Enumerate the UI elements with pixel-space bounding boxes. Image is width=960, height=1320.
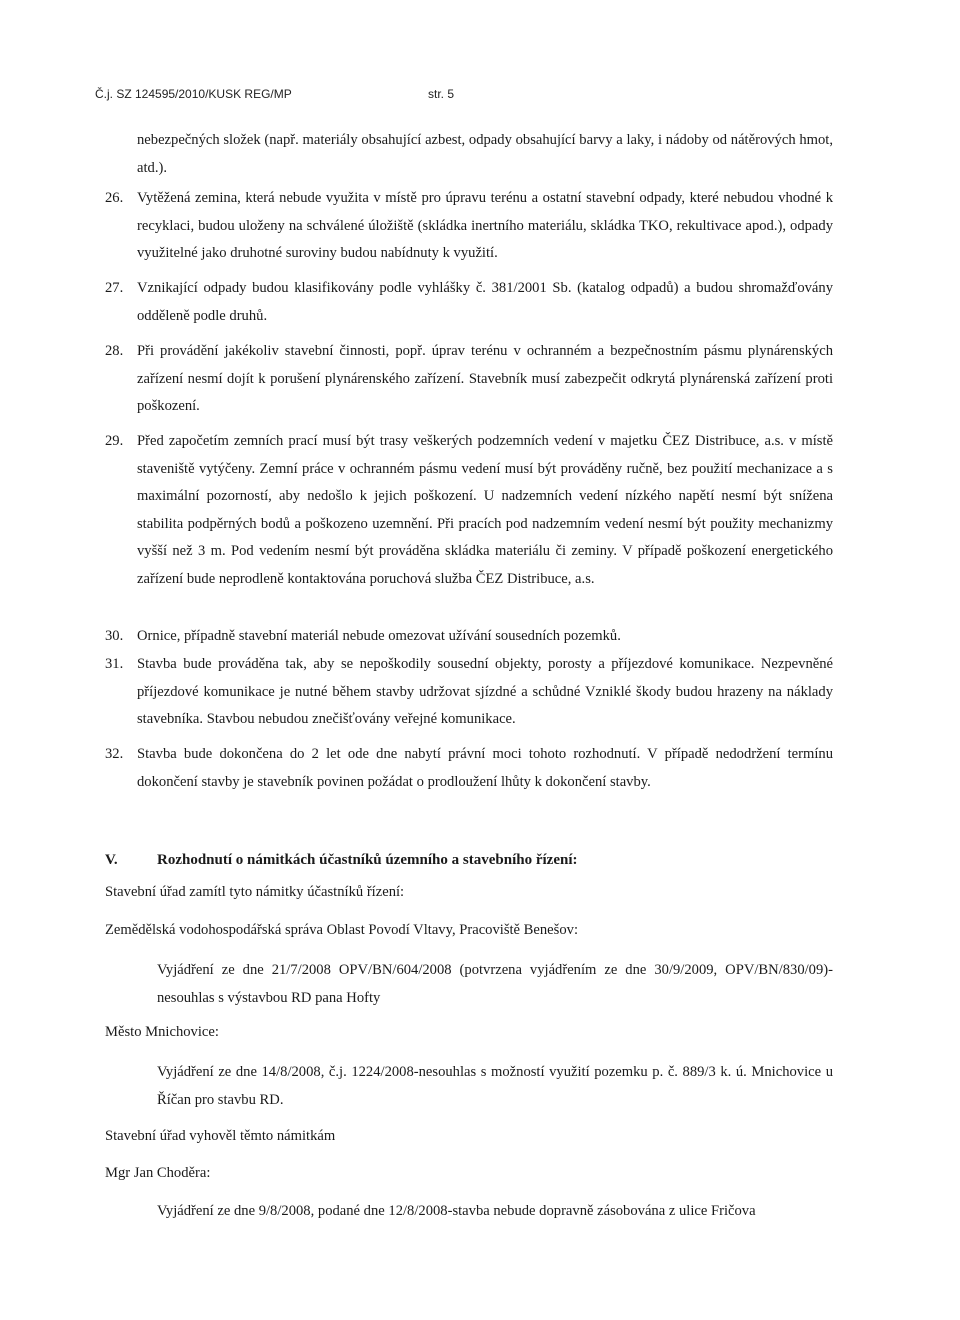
list-item: Vytěžená zemina, která nebude využita v místě pro úpravu terénu a ostatní stavební odpady, které nebudou vhodné k recyklaci, budou uloženy na schválené úložiště (skládka inertního materiálu, skládka TKO, rekultivace apod.), odpady využitelné jako druhotné suroviny budou nabídnuty k využití.	[137, 190, 833, 261]
item-number: 29.	[105, 433, 124, 449]
party-name: Město Mnichovice:	[105, 1024, 219, 1040]
list-item: Ornice, případně stavební materiál nebude omezovat užívání sousedních pozemků.	[137, 628, 621, 644]
page-header	[95, 87, 455, 101]
page-number: str. 5	[428, 87, 455, 101]
list-item: Při provádění jakékoliv stavební činnosti, popř. úprav terénu v ochranném a bezpečnostním pásmu plynárenských zařízení nesmí dojít k porušení plynárenského zařízení. Stavebník musí zabezpečit odkrytá plynárenská zařízení proti poškození.	[137, 343, 833, 414]
party-name: Mgr Jan Choděra:	[105, 1165, 211, 1181]
list-item: Stavba bude prováděna tak, aby se nepoškodily sousední objekty, porosty a příjezdové komunikace. Nezpevněné příjezdové komunikace je nutné během stavby udržovat sjízdné a schůdné Vzniklé škody budou hrazeny na náklady stavebníka. Stavbou nebudou znečišťovány veřejné komunikace.	[137, 656, 833, 727]
party-statement: Vyjádření ze dne 21/7/2008 OPV/BN/604/2008 (potvrzena vyjádřením ze dne 30/9/2009, OPV/BN/830/09)-nesouhlas s výstavbou RD pana Hofty	[157, 962, 833, 1006]
item-number: 27.	[105, 280, 124, 296]
section-title: Rozhodnutí o námitkách účastníků územního a stavebního řízení:	[157, 852, 578, 868]
list-item: Před započetím zemních prací musí být trasy veškerých podzemních vedení v majetku ČEZ Distribuce, a.s. v místě staveniště vytýčeny. Zemní práce v ochranném pásmu vedení musí být prováděny ručně, bez použití mechanizace a s maximální pozorností, aby nedošlo k jejich poškození. U nadzemních vedení nízkého napětí nesmí být snížena stabilita podpěrných bodů a poškozeno uzemnění. Při pracích pod nadzemním vedení nesmí být použity mechanizmy vyšší než 3 m. Pod vedením nesmí být prováděna skládka materiálu či zeminy. V případě poškození energetického zařízení bude neprodleně kontaktována poruchová služba ČEZ Distribuce, a.s.	[137, 433, 833, 587]
accepted-intro: Stavební úřad vyhověl těmto námitkám	[105, 1128, 336, 1144]
section-number: V.	[105, 852, 118, 868]
item-number: 28.	[105, 343, 124, 359]
party-statement: Vyjádření ze dne 14/8/2008, č.j. 1224/2008-nesouhlas s možností využití pozemku p. č. 889/3 k. ú. Mnichovice u Říčan pro stavbu RD.	[157, 1064, 833, 1108]
list-item: Vznikající odpady budou klasifikovány podle vyhlášky č. 381/2001 Sb. (katalog odpadů) a budou shromažďovány odděleně podle druhů.	[137, 280, 833, 324]
item-number: 30.	[105, 628, 124, 644]
party-name: Zemědělská vodohospodářská správa Oblast Povodí Vltavy, Pracoviště Benešov:	[105, 922, 578, 938]
item-number: 32.	[105, 746, 124, 762]
reference-number: Č.j. SZ 124595/2010/KUSK REG/MP	[95, 87, 292, 101]
party-statement: Vyjádření ze dne 9/8/2008, podané dne 12/8/2008-stavba nebude dopravně zásobována z ulice Fričova	[157, 1203, 756, 1219]
continuation-paragraph: nebezpečných složek (např. materiály obsahující azbest, odpady obsahující barvy a laky, i nádoby od nátěrových hmot, atd.).	[137, 132, 833, 176]
list-item: Stavba bude dokončena do 2 let ode dne nabytí právní moci tohoto rozhodnutí. V případě nedodržení termínu dokončení stavby je stavebník povinen požádat o prodloužení lhůty k dokončení stavby.	[137, 746, 833, 790]
rejected-intro: Stavební úřad zamítl tyto námitky účastníků řízení:	[105, 884, 405, 900]
item-number: 26.	[105, 190, 124, 206]
item-number: 31.	[105, 656, 124, 672]
